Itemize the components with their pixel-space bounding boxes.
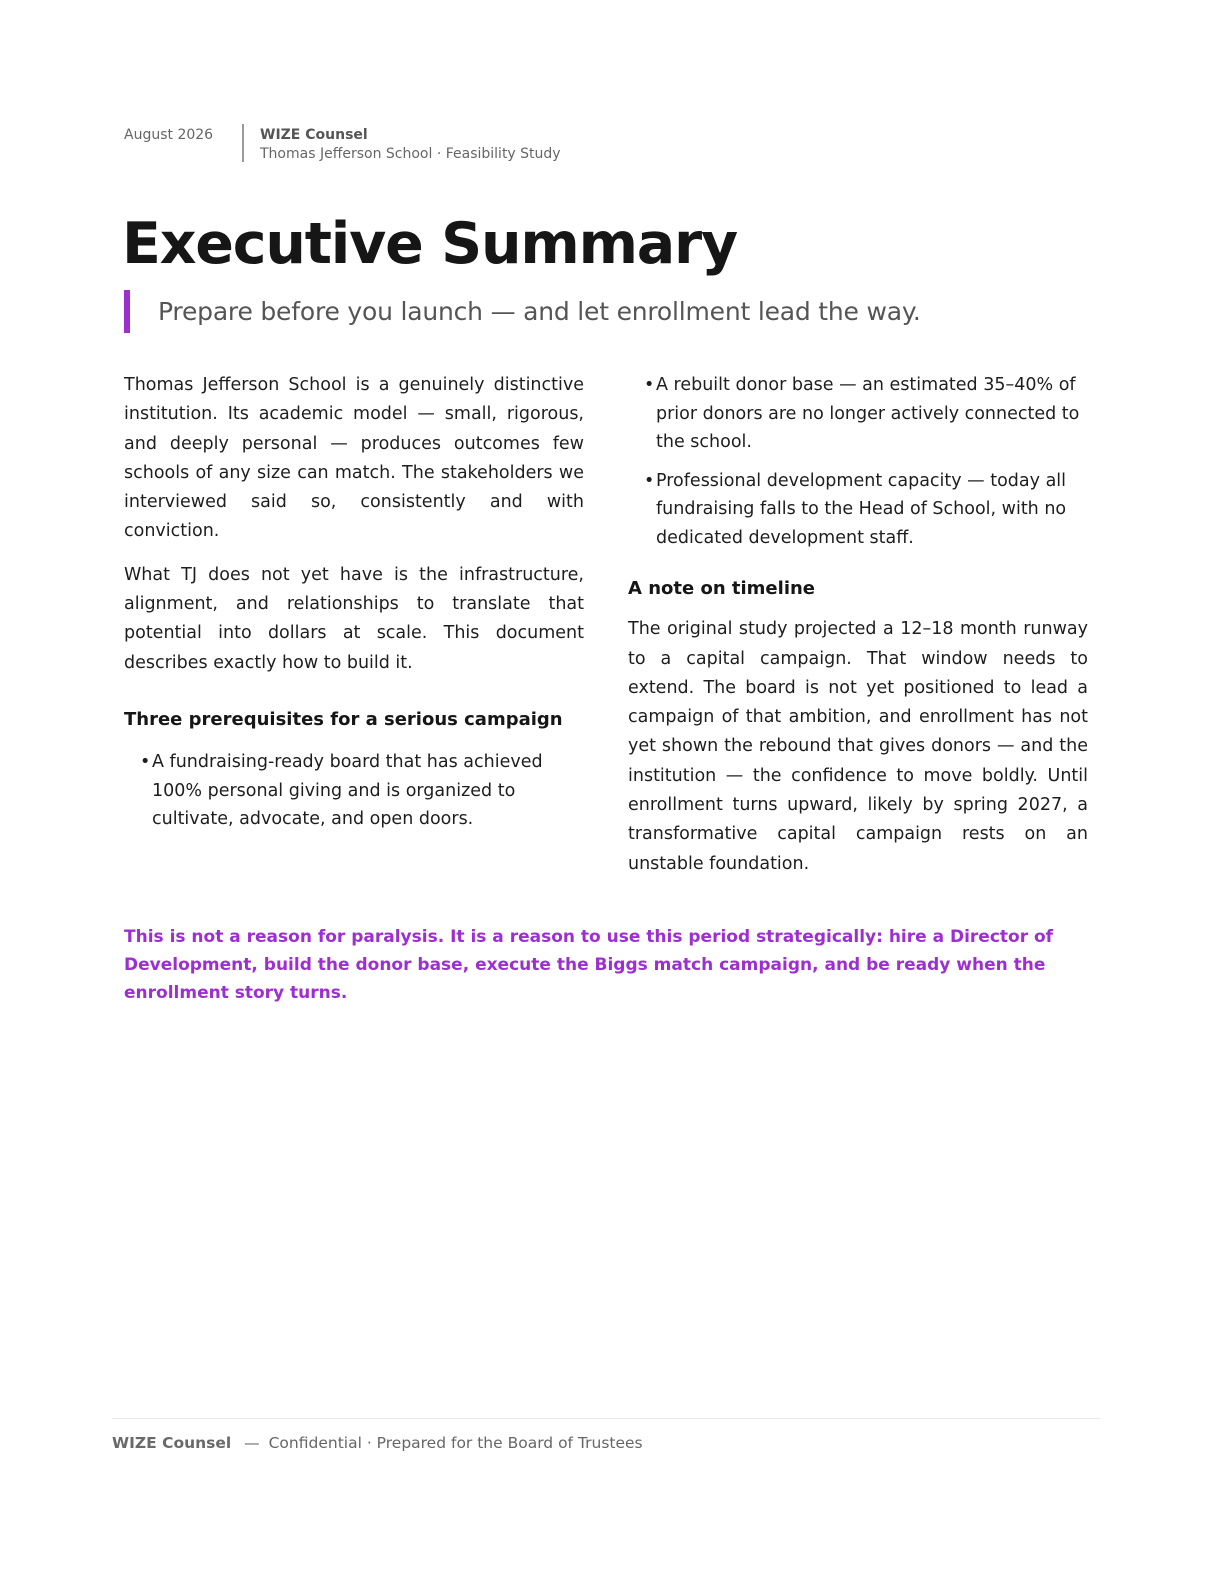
prerequisites-heading: Three prerequisites for a serious campaign	[124, 708, 563, 730]
page-header	[124, 124, 561, 163]
list-item: • A rebuilt donor base — an estimated 35–40% of prior donors are no longer actively connected to the school.	[644, 371, 1088, 457]
footer-org: WIZE Counsel	[112, 1434, 232, 1452]
list-item: • Professional development capacity — today all fundraising falls to the Head of School, with no dedicated development staff.	[644, 467, 1088, 553]
left-column	[124, 371, 584, 844]
intro-paragraph: Thomas Jefferson School is a genuinely distinctive institution. Its academic model — small, rigorous, and deeply personal — produces outcomes few schools of any size can match. The stakeholders we interviewed said so, consistently and with conviction.	[124, 375, 584, 542]
header-org: WIZE Counsel	[260, 127, 368, 143]
header-meta	[260, 124, 561, 163]
prerequisites-list-continued	[628, 371, 1088, 552]
header-project: Thomas Jefferson School · Feasibility Study	[260, 146, 561, 162]
footer-text: Confidential · Prepared for the Board of Trustees	[268, 1434, 643, 1452]
subtitle-pullquote	[124, 290, 921, 333]
page-footer	[112, 1418, 1100, 1452]
page-title: Executive Summary	[122, 211, 737, 277]
list-item: • A fundraising-ready board that has achieved 100% personal giving and is organized to cultivate, advocate, and open doors.	[140, 748, 584, 834]
footer-separator: —	[244, 1434, 260, 1452]
infrastructure-paragraph: What TJ does not yet have is the infrastructure, alignment, and relationships to translate that potential into dollars at scale. This document describes exactly how to build it.	[124, 564, 584, 673]
prerequisites-list	[124, 748, 584, 834]
subtitle-text: Prepare before you launch — and let enrollment lead the way.	[158, 297, 921, 326]
timeline-heading: A note on timeline	[628, 578, 816, 599]
timeline-paragraph: The original study projected a 12–18 month runway to a capital campaign. That window needs to extend. The board is not yet positioned to lead a campaign of that ambition, and enrollment has not yet shown the rebound that gives donors — and the institution — the confidence to move boldly. Until enrollment turns upward, likely by spring 2027, a transformative capital campaign rests on an unstable foundation.	[628, 619, 1088, 874]
callout-statement: This is not a reason for paralysis. It is a reason to use this period strategically: hire a Director of Development, build the donor base, execute the Biggs match campaign, and be ready when the enrollment story turns.	[124, 927, 1054, 1003]
header-divider	[242, 124, 244, 162]
header-date: August 2026	[124, 127, 214, 143]
right-column	[628, 371, 1088, 893]
